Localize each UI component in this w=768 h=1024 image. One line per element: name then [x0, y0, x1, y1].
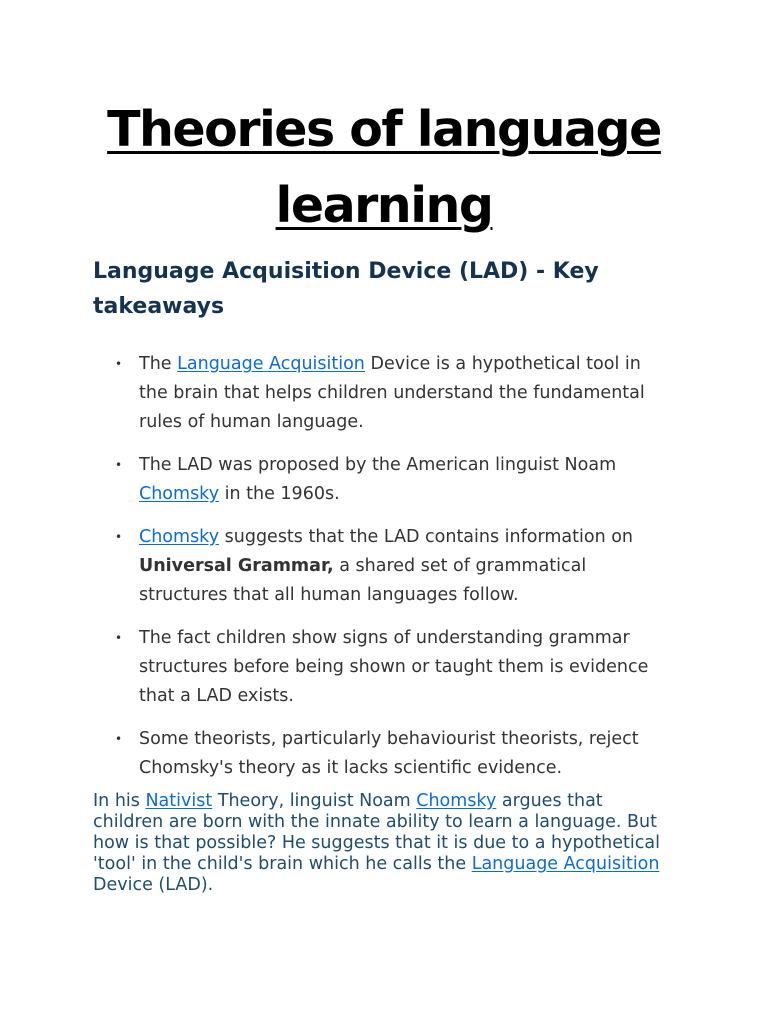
- paragraph-text: In his: [93, 791, 146, 811]
- list-item: [110, 451, 670, 509]
- nativist-link[interactable]: Nativist: [145, 791, 213, 811]
- chomsky-link[interactable]: Chomsky: [416, 791, 497, 811]
- takeaways-list: [110, 350, 670, 797]
- bullet-text: suggests that the LAD contains information on: [219, 527, 634, 547]
- bullet-icon: •: [115, 530, 123, 544]
- bullet-icon: •: [115, 732, 123, 746]
- paragraph-text: Theory, linguist Noam: [212, 791, 417, 811]
- bullet-text: Device is a hypothetical tool in the brain that helps children understand the fundamental rules of human language.: [139, 354, 645, 432]
- bullet-text: The LAD was proposed by the American linguist Noam: [139, 455, 617, 475]
- list-item: [110, 350, 670, 437]
- language-acquisition-link[interactable]: Language Acquisition: [177, 354, 365, 374]
- list-item: [110, 725, 670, 783]
- bullet-text: a shared set of grammatical structures that all human languages follow.: [139, 556, 587, 605]
- paragraph-text: Device (LAD).: [93, 875, 214, 895]
- chomsky-link[interactable]: Chomsky: [139, 484, 220, 504]
- section-heading: Language Acquisition Device (LAD) - Key takeaways: [93, 259, 599, 319]
- list-item: [110, 624, 670, 711]
- bullet-text: in the 1960s.: [219, 484, 340, 504]
- bullet-text: The fact children show signs of understanding grammar structures before being shown or taught them is evidence that a LAD exists.: [139, 628, 649, 706]
- paragraph-text: argues that children are born with the innate ability to learn a language. But how is that possible? He suggests that it is due to a hypothetical 'tool' in the child's brain which he calls the: [93, 791, 660, 874]
- bullet-text: The: [139, 354, 178, 374]
- bullet-icon: •: [115, 631, 123, 645]
- bullet-icon: •: [115, 357, 123, 371]
- list-item: [110, 523, 670, 610]
- chomsky-link[interactable]: Chomsky: [139, 527, 220, 547]
- bullet-text: Some theorists, particularly behaviourist theorists, reject Chomsky's theory as it lacks scientific evidence.: [139, 729, 639, 778]
- bullet-icon: •: [115, 458, 123, 472]
- page-title: Theories of language learning: [107, 101, 661, 234]
- intro-paragraph: [93, 791, 673, 896]
- universal-grammar-term: Universal Grammar,: [139, 556, 334, 576]
- language-acquisition-link[interactable]: Language Acquisition: [471, 854, 660, 874]
